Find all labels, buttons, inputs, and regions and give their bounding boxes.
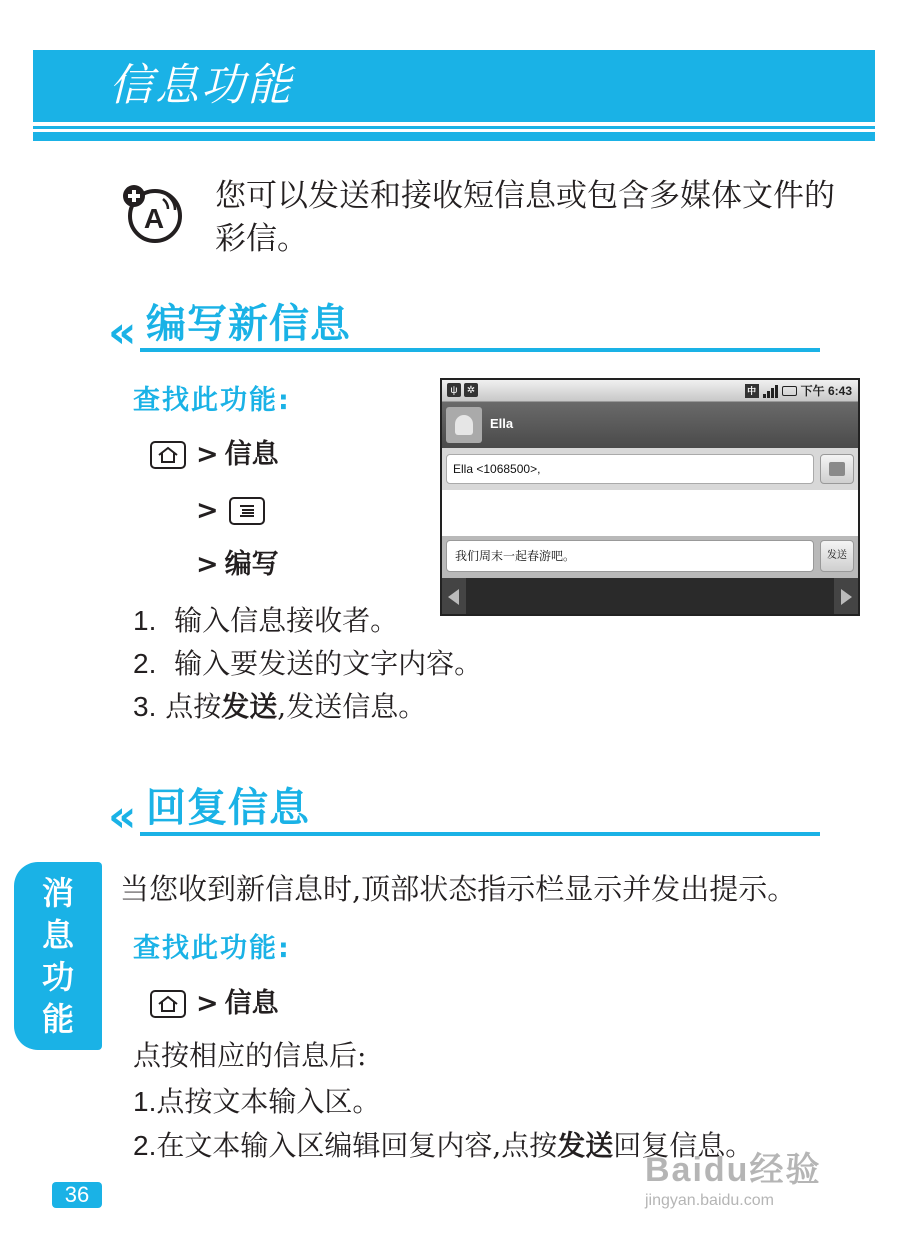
compose-step-2: 2. 输入要发送的文字内容。 (133, 647, 483, 680)
path-item-messages: 信息 (224, 439, 279, 470)
path-row-home: > 信息 (150, 438, 279, 472)
reply-after-text: 点按相应的信息后: (133, 1039, 367, 1072)
home-key-icon (150, 990, 186, 1018)
reply-step-2: 2.在文本输入区编辑回复内容,点按发送回复信息。 (133, 1129, 754, 1162)
home-key-icon (150, 441, 186, 469)
phone-conversation-header (442, 402, 858, 448)
network-icon: 中 (745, 384, 759, 398)
section-rule (140, 832, 820, 836)
contacts-button[interactable] (820, 454, 854, 484)
path-item-messages: 信息 (224, 988, 279, 1019)
section-marker-icon: « (108, 791, 137, 842)
path-row-home: > 信息 (150, 987, 279, 1021)
baidu-watermark (645, 1150, 822, 1209)
usb-icon: ψ (447, 383, 461, 397)
network-feature-icon (121, 183, 183, 245)
section-rule (140, 348, 820, 352)
find-feature-label: 查找此功能: (133, 933, 291, 964)
message-area (442, 490, 858, 536)
arrow-right-icon[interactable] (834, 578, 858, 616)
phone-status-bar (442, 380, 858, 402)
section-title-compose: 编写新信息 (146, 301, 351, 347)
phone-clock: 下午 6:43 (800, 384, 852, 398)
phone-nav-bar (442, 578, 858, 616)
chapter-header-band (33, 50, 875, 122)
section-title-reply: 回复信息 (146, 785, 310, 831)
page-number: 36 (52, 1182, 102, 1208)
arrow-left-icon[interactable] (442, 578, 466, 616)
settings-icon: ✲ (464, 383, 478, 397)
menu-key-icon (229, 497, 265, 525)
compose-step-1: 1. 输入信息接收者。 (133, 604, 399, 637)
path-item-compose: 编写 (224, 549, 279, 580)
send-button[interactable]: 发送 (820, 540, 854, 572)
recipient-field[interactable]: Ella <1068500>, (446, 454, 814, 484)
watermark-logo: Baidu经验 (645, 1151, 822, 1189)
phone-screenshot (440, 378, 860, 616)
chapter-title: 信息功能 (109, 60, 293, 111)
header-rule-thick (33, 132, 875, 141)
battery-icon (782, 386, 797, 396)
reply-description: 当您收到新信息时,顶部状态指示栏显示并发出提示。 (120, 872, 797, 906)
signal-icon (763, 384, 778, 398)
svg-text:A: A (143, 203, 165, 234)
compose-step-3: 3. 点按发送,发送信息。 (133, 690, 427, 723)
header-rule-thin (33, 126, 875, 129)
message-input[interactable]: 我们周末一起春游吧。 (446, 540, 814, 572)
contact-name: Ella (490, 416, 514, 431)
reply-step-1: 1.点按文本输入区。 (133, 1085, 381, 1118)
watermark-url: jingyan.baidu.com (645, 1192, 774, 1209)
chapter-side-tab: 消 息 功 能 (14, 862, 102, 1050)
contact-avatar[interactable] (446, 407, 482, 443)
intro-text: 您可以发送和接收短信息或包含多媒体文件的彩信。 (215, 178, 835, 257)
path-row-compose: > 编写 (196, 549, 279, 580)
find-feature-label: 查找此功能: (133, 385, 291, 416)
section-marker-icon: « (108, 307, 137, 358)
path-row-menu: > (196, 494, 265, 528)
